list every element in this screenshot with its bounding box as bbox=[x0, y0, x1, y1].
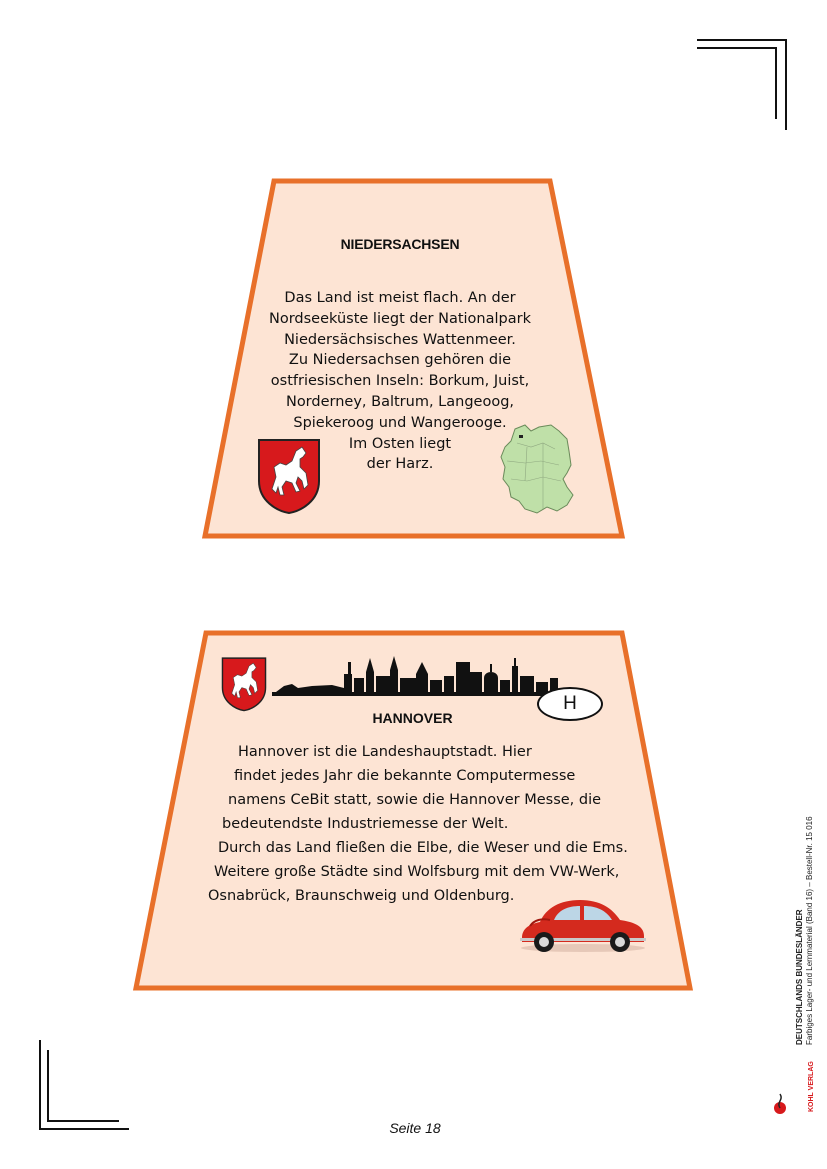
text-line: Hannover ist die Landeshauptstadt. Hier bbox=[238, 744, 532, 760]
text-line: bedeutendste Industriemesse der Welt. bbox=[222, 816, 509, 832]
text-line: Niedersächsisches Wattenmeer. bbox=[284, 331, 516, 348]
text-line: Weitere große Städte sind Wolfsburg mit dem VW-Werk, bbox=[214, 864, 620, 880]
text-line: Osnabrück, Braunschweig und Oldenburg. bbox=[208, 888, 515, 904]
publisher-name: KOHL VERLAG bbox=[808, 1061, 815, 1112]
text-line: der Harz. bbox=[366, 456, 434, 473]
text-line: Zu Niedersachsen gehören die bbox=[288, 352, 512, 369]
publisher-logo-icon bbox=[770, 1078, 790, 1114]
text-line: namens CeBit statt, sowie die Hannover Messe, die bbox=[228, 792, 602, 808]
vw-beetle-car-icon bbox=[516, 896, 650, 954]
coat-of-arms-horse-icon bbox=[220, 656, 268, 712]
text-line: Nordseeküste liegt der Nationalpark bbox=[269, 310, 531, 327]
side-product-info bbox=[795, 816, 815, 1045]
side-product-title: DEUTSCHLANDS BUNDESLÄNDER bbox=[795, 909, 804, 1045]
page-number: Seite 18 bbox=[389, 1120, 441, 1136]
city-skyline-icon bbox=[272, 652, 562, 698]
side-product-subtitle: Farbiges Lager- und Lernmaterial (Band 16) – Bestell-Nr. 15 016 bbox=[805, 816, 814, 1045]
text-line: Norderney, Baltrum, Langeoog, bbox=[285, 393, 515, 410]
city-badge-h: H bbox=[537, 687, 603, 721]
text-line: ostfriesischen Inseln: Borkum, Juist, bbox=[270, 373, 530, 390]
text-line: findet jedes Jahr die bekannte Computermesse bbox=[234, 768, 576, 784]
text-line: Spiekeroog und Wangerooge. bbox=[293, 414, 507, 431]
card-title-niedersachsen: NIEDERSACHSEN bbox=[340, 236, 460, 252]
text-line: Durch das Land fließen die Elbe, die Weser und die Ems. bbox=[218, 840, 628, 856]
card-title-hannover: HANNOVER bbox=[372, 710, 453, 726]
text-line: Das Land ist meist flach. An der bbox=[284, 290, 516, 306]
text-line: Im Osten liegt bbox=[348, 435, 452, 452]
